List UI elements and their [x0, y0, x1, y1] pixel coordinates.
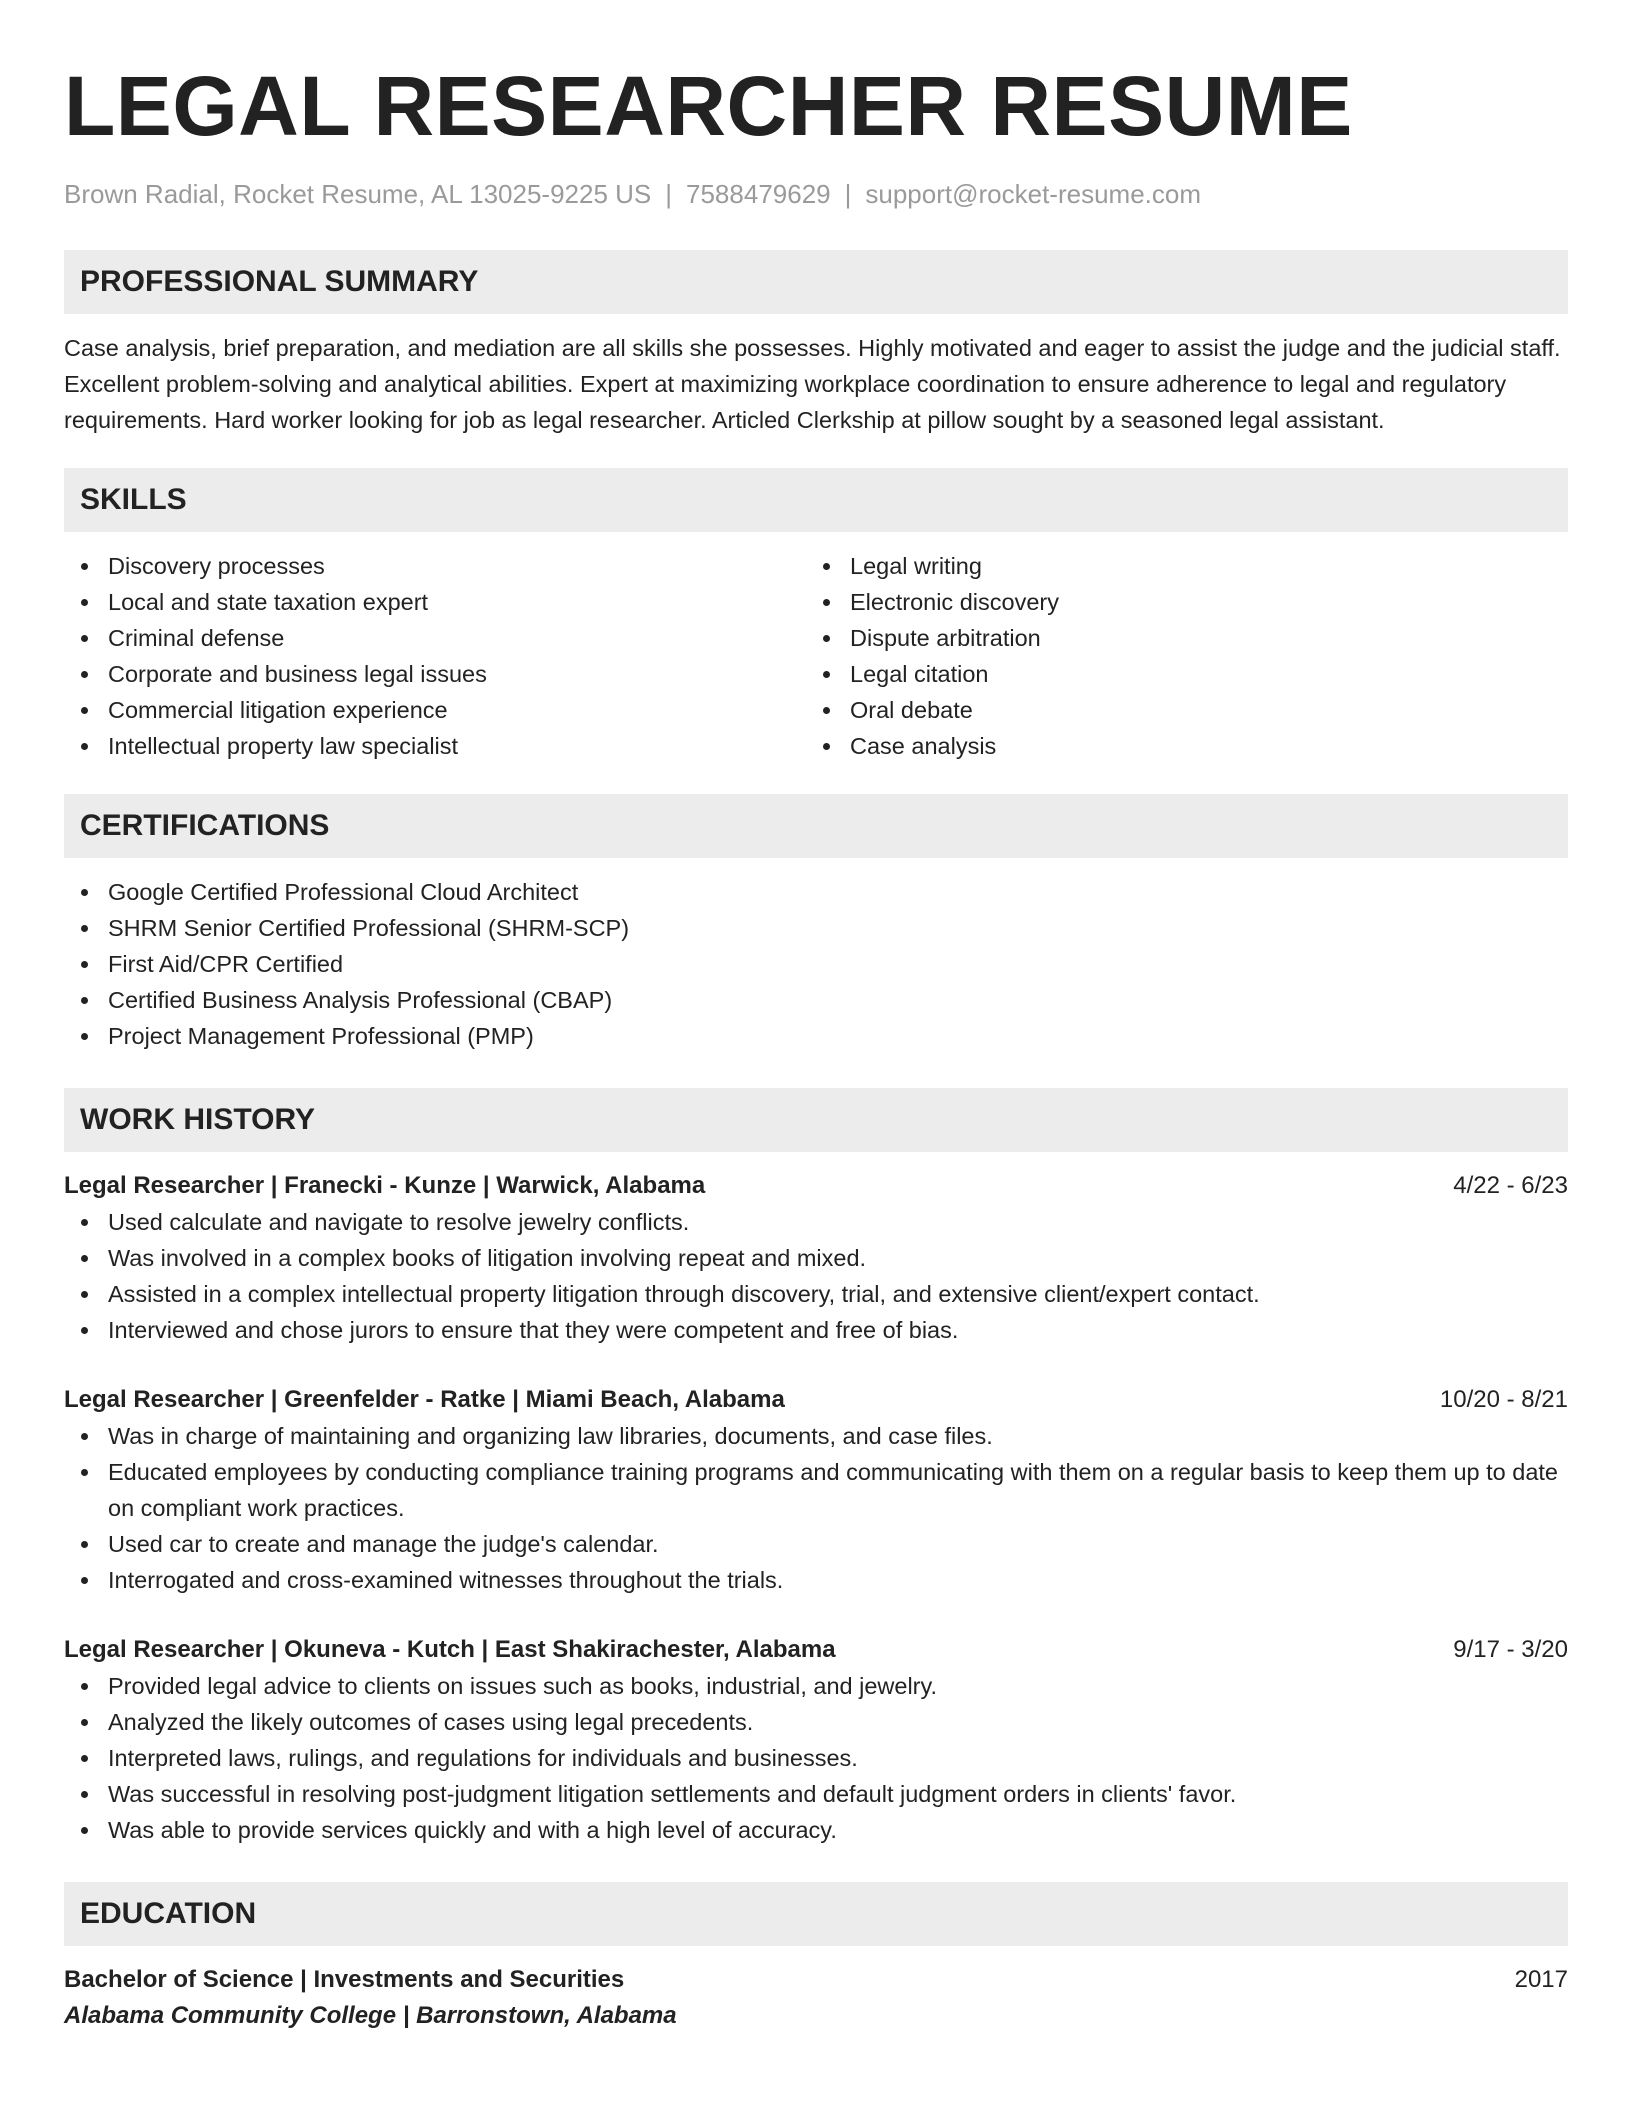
education-heading: EDUCATION — [64, 1882, 1568, 1946]
skill-item: Electronic discovery — [806, 584, 1548, 620]
job-bullet: Interrogated and cross-examined witnesses throughout the trials. — [64, 1562, 1568, 1598]
job-entry — [64, 1168, 1568, 1348]
contact-phone: 7588479629 — [686, 179, 831, 209]
job-bullet: Used car to create and manage the judge's calendar. — [64, 1526, 1568, 1562]
job-bullet: Assisted in a complex intellectual property litigation through discovery, trial, and extensive client/expert contact. — [64, 1276, 1568, 1312]
skill-item: Criminal defense — [64, 620, 806, 656]
education-year: 2017 — [1514, 1966, 1568, 1993]
skill-item: Dispute arbitration — [806, 620, 1548, 656]
job-bullet: Interpreted laws, rulings, and regulations for individuals and businesses. — [64, 1740, 1568, 1776]
certification-item: SHRM Senior Certified Professional (SHRM-SCP) — [64, 910, 1568, 946]
certification-item: Certified Business Analysis Professional (CBAP) — [64, 982, 1568, 1018]
job-bullet: Used calculate and navigate to resolve jewelry conflicts. — [64, 1204, 1568, 1240]
skill-item: Case analysis — [806, 728, 1548, 764]
job-bullet: Was involved in a complex books of litigation involving repeat and mixed. — [64, 1240, 1568, 1276]
job-bullets — [64, 1418, 1568, 1598]
skill-item: Corporate and business legal issues — [64, 656, 806, 692]
skill-item: Discovery processes — [64, 548, 806, 584]
resume-title: LEGAL RESEARCHER RESUME — [64, 59, 1353, 153]
job-bullets — [64, 1204, 1568, 1348]
certification-item: Google Certified Professional Cloud Architect — [64, 874, 1568, 910]
job-dates: 4/22 - 6/23 — [1453, 1172, 1568, 1199]
education-degree: Bachelor of Science | Investments and Securities — [64, 1966, 625, 1993]
job-title: Legal Researcher | Okuneva - Kutch | East Shakirachester, Alabama — [64, 1636, 836, 1663]
skill-item: Commercial litigation experience — [64, 692, 806, 728]
job-header — [64, 1168, 1568, 1204]
skill-item: Oral debate — [806, 692, 1548, 728]
job-entry — [64, 1632, 1568, 1848]
job-dates: 10/20 - 8/21 — [1439, 1386, 1568, 1413]
contact-email: support@rocket-resume.com — [865, 179, 1202, 209]
job-title: Legal Researcher | Franecki - Kunze | Warwick, Alabama — [64, 1172, 706, 1199]
job-title: Legal Researcher | Greenfelder - Ratke | Miami Beach, Alabama — [64, 1386, 785, 1413]
skill-item: Legal writing — [806, 548, 1548, 584]
skills-column-right — [806, 548, 1548, 764]
certifications-list — [64, 874, 1568, 1054]
skills-heading: SKILLS — [64, 468, 1568, 532]
education-header — [64, 1962, 1568, 1998]
job-header — [64, 1382, 1568, 1418]
job-entry — [64, 1382, 1568, 1598]
job-bullet: Was successful in resolving post-judgment litigation settlements and default judgment orders in clients' favor. — [64, 1776, 1568, 1812]
skills-column-left — [64, 548, 806, 764]
certifications-heading: CERTIFICATIONS — [64, 794, 1568, 858]
skill-item: Legal citation — [806, 656, 1548, 692]
certification-item: Project Management Professional (PMP) — [64, 1018, 1568, 1054]
job-bullet: Interviewed and chose jurors to ensure that they were competent and free of bias. — [64, 1312, 1568, 1348]
job-bullet: Educated employees by conducting compliance training programs and communicating with them on a regular basis to keep them up to date on compliant work practices. — [64, 1454, 1568, 1526]
summary-text: Case analysis, brief preparation, and mediation are all skills she possesses. Highly motivated and eager to assist the judge and the judicial staff. Excellent problem-solving and analytical abilities. Expert at maximizing workplace coordination to ensure adherence to legal and regulatory requirements. Hard worker looking for job as legal researcher. Articled Clerkship at pillow sought by a seasoned legal assistant. — [64, 335, 1561, 433]
job-bullet: Analyzed the likely outcomes of cases using legal precedents. — [64, 1704, 1568, 1740]
summary-heading: PROFESSIONAL SUMMARY — [64, 250, 1568, 314]
job-dates: 9/17 - 3/20 — [1453, 1636, 1568, 1663]
job-bullet: Was able to provide services quickly and with a high level of accuracy. — [64, 1812, 1568, 1848]
job-header — [64, 1632, 1568, 1668]
education-entry — [64, 1962, 1568, 2034]
contact-address: Brown Radial, Rocket Resume, AL 13025-9225 US — [64, 179, 652, 209]
skills-list — [64, 548, 1568, 764]
contact-separator: | — [844, 179, 852, 209]
job-bullet: Provided legal advice to clients on issues such as books, industrial, and jewelry. — [64, 1668, 1568, 1704]
job-bullets — [64, 1668, 1568, 1848]
skill-item: Intellectual property law specialist — [64, 728, 806, 764]
contact-separator: | — [665, 179, 673, 209]
certification-item: First Aid/CPR Certified — [64, 946, 1568, 982]
job-bullet: Was in charge of maintaining and organizing law libraries, documents, and case files. — [64, 1418, 1568, 1454]
education-school: Alabama Community College | Barronstown, Alabama — [64, 2002, 677, 2029]
contact-line — [64, 178, 1568, 210]
work-history-heading: WORK HISTORY — [64, 1088, 1568, 1152]
skill-item: Local and state taxation expert — [64, 584, 806, 620]
